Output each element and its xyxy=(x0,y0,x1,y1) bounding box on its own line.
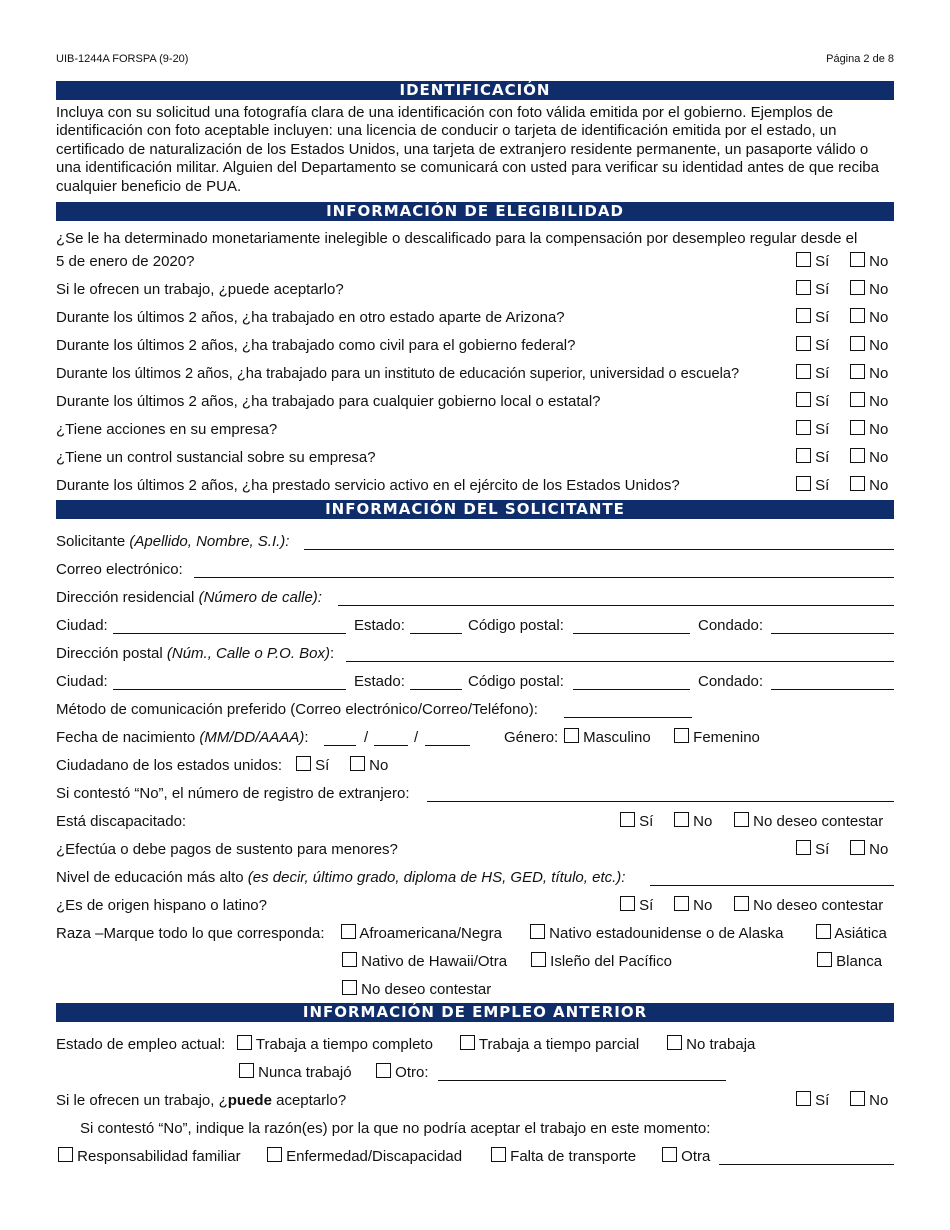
hispanic-no-checkbox[interactable] xyxy=(674,896,689,911)
citizen-row xyxy=(56,756,894,776)
hispanic-label: ¿Es de origen hispano o latino? xyxy=(56,897,267,914)
contact-method-field[interactable] xyxy=(564,717,692,718)
reason-option-label: Responsabilidad familiar xyxy=(77,1148,241,1165)
email-label: Correo electrónico: xyxy=(56,561,183,578)
race-option-label: Nativo estadounidense o de Alaska xyxy=(549,925,784,942)
race-option-label: Nativo de Hawaii/Otra xyxy=(361,953,508,970)
applicant-name-field[interactable] xyxy=(304,549,894,550)
race-option-label: Blanca xyxy=(836,953,883,970)
yes-label: Sí xyxy=(639,897,654,914)
question-text: Durante los últimos 2 años, ¿ha trabajado para cualquier gobierno local o estatal? xyxy=(56,393,601,410)
race-african-american-checkbox[interactable] xyxy=(341,924,356,939)
page-number: Página 2 de 8 xyxy=(826,53,894,65)
education-hint: (es decir, último grado, diploma de HS, GED, título, etc.): xyxy=(247,869,626,886)
no-checkbox[interactable] xyxy=(850,252,865,267)
residential-address-field[interactable] xyxy=(338,605,894,606)
job-offer-prefix: Si le ofrecen un trabajo, ¿ xyxy=(56,1092,228,1109)
yes-label: Sí xyxy=(815,477,830,494)
race-option-label: Asiática xyxy=(834,925,887,942)
disabled-decline-checkbox[interactable] xyxy=(734,812,749,827)
eligibility-question-row xyxy=(56,308,894,328)
yes-label: Sí xyxy=(815,421,830,438)
res-zip-field[interactable] xyxy=(573,633,690,634)
yes-checkbox[interactable] xyxy=(796,308,811,323)
yes-checkbox[interactable] xyxy=(796,392,811,407)
race-option-label: Afroamericana/Negra xyxy=(359,925,502,942)
alien-label: Si contestó “No”, el número de registro de extranjero: xyxy=(56,785,410,802)
reason-instruction-row xyxy=(56,1119,894,1139)
dob-month-field[interactable] xyxy=(324,745,356,746)
eligibility-question-row xyxy=(56,336,894,356)
reason-option-label: Falta de transporte xyxy=(510,1148,637,1165)
applicant-hint: (Apellido, Nombre, S.I.): xyxy=(129,533,290,550)
yes-checkbox[interactable] xyxy=(796,336,811,351)
res-address-label: Dirección residencial xyxy=(56,589,195,606)
hispanic-yes-checkbox[interactable] xyxy=(620,896,635,911)
reason-family-checkbox[interactable] xyxy=(58,1147,73,1162)
full-time-checkbox[interactable] xyxy=(237,1035,252,1050)
res-county-field[interactable] xyxy=(771,633,894,634)
disabled-yes-checkbox[interactable] xyxy=(620,812,635,827)
female-label: Femenino xyxy=(693,729,760,746)
section-header-solicitante: INFORMACIÓN DEL SOLICITANTE xyxy=(56,500,894,519)
gender-label: Género: xyxy=(504,729,559,746)
res-state-field[interactable] xyxy=(410,633,462,634)
yes-label: Sí xyxy=(815,393,830,410)
dob-slash: / xyxy=(414,729,419,746)
status-option-label: Trabaja a tiempo parcial xyxy=(478,1036,640,1053)
child-support-row xyxy=(56,840,894,860)
no-label: No xyxy=(693,813,713,830)
question-text: Durante los últimos 2 años, ¿ha prestado servicio activo en el ejército de los Estados Unidos? xyxy=(56,477,680,494)
part-time-checkbox[interactable] xyxy=(460,1035,475,1050)
not-working-checkbox[interactable] xyxy=(667,1035,682,1050)
yes-checkbox[interactable] xyxy=(796,420,811,435)
race-option-label: Isleño del Pacífico xyxy=(550,953,672,970)
decline-label: No deseo contestar xyxy=(753,813,884,830)
race-hawaiian-checkbox[interactable] xyxy=(342,952,357,967)
contact-method-label: Método de comunicación preferido (Correo electrónico/Correo/Teléfono): xyxy=(56,701,538,718)
race-asian-checkbox[interactable] xyxy=(816,924,831,939)
section-header-identificacion: IDENTIFICACIÓN xyxy=(56,81,894,100)
eligibility-question-0-line1 xyxy=(56,229,894,249)
disabled-label: Está discapacitado: xyxy=(56,813,187,830)
race-native-american-checkbox[interactable] xyxy=(530,924,545,939)
no-checkbox[interactable] xyxy=(850,420,865,435)
reason-other-field[interactable] xyxy=(719,1164,894,1165)
eligibility-question-row xyxy=(56,364,894,384)
race-row-3 xyxy=(56,980,894,1000)
no-label: No xyxy=(869,449,889,466)
mail-address-colon: : xyxy=(330,645,335,662)
no-label: No xyxy=(869,281,889,298)
alien-number-field[interactable] xyxy=(427,801,894,802)
section-header-elegibilidad: INFORMACIÓN DE ELEGIBILIDAD xyxy=(56,202,894,221)
zip-label: Código postal: xyxy=(468,673,564,690)
male-label: Masculino xyxy=(583,729,651,746)
status-option-label: Trabaja a tiempo completo xyxy=(255,1036,433,1053)
other-status-field[interactable] xyxy=(438,1080,726,1081)
race-option-label: No deseo contestar xyxy=(361,981,492,998)
race-pacific-islander-checkbox[interactable] xyxy=(531,952,546,967)
eligibility-question-row xyxy=(56,420,894,440)
no-label: No xyxy=(869,421,889,438)
reason-option-label: Otra xyxy=(681,1148,711,1165)
child-support-label: ¿Efectúa o debe pagos de sustento para menores? xyxy=(56,841,398,858)
mail-state-field[interactable] xyxy=(410,689,462,690)
yes-label: Sí xyxy=(815,309,830,326)
question-text: Durante los últimos 2 años, ¿ha trabajado para un instituto de educación superior, universidad o escuela? xyxy=(56,366,740,382)
hispanic-row xyxy=(56,896,894,916)
zip-label: Código postal: xyxy=(468,617,564,634)
no-label: No xyxy=(869,253,889,270)
no-checkbox[interactable] xyxy=(850,392,865,407)
education-label: Nivel de educación más alto xyxy=(56,869,244,886)
mail-address-label: Dirección postal xyxy=(56,645,163,662)
yes-checkbox[interactable] xyxy=(796,280,811,295)
no-label: No xyxy=(369,757,389,774)
question-text: 5 de enero de 2020? xyxy=(56,253,195,270)
yes-label: Sí xyxy=(315,757,330,774)
county-label: Condado: xyxy=(698,617,764,634)
status-option-label: Otro: xyxy=(395,1064,429,1081)
no-checkbox[interactable] xyxy=(850,308,865,323)
child-support-no-checkbox[interactable] xyxy=(850,840,865,855)
race-decline-checkbox[interactable] xyxy=(342,980,357,995)
employment-status-row-1 xyxy=(56,1035,894,1055)
race-row-2 xyxy=(56,952,894,972)
identification-instructions: Incluya con su solicitud una fotografía clara de una identificación con foto válida emitida por el gobierno. Ejemplos de identificación con foto aceptable incluyen: una licencia de conducir o tarjeta de identificación emitida por el estado, un certificado de naturalización de los Estados Unidos, una tarjeta de extranjero residente permanente, un pasaporte válido o una identificación militar. Alguien del Departamento se comunicará con usted para verificar su identidad antes de que reciba cualquier beneficio de PUA. xyxy=(56,104,879,195)
eligibility-question-row xyxy=(56,252,894,272)
citizen-label: Ciudadano de los estados unidos: xyxy=(56,757,282,774)
dob-colon: : xyxy=(304,729,309,746)
mailing-address-field[interactable] xyxy=(346,661,894,662)
child-support-yes-checkbox[interactable] xyxy=(796,840,811,855)
mail-zip-field[interactable] xyxy=(573,689,690,690)
city-label: Ciudad: xyxy=(56,673,108,690)
state-label: Estado: xyxy=(354,617,405,634)
state-label: Estado: xyxy=(354,673,405,690)
question-text: Si le ofrecen un trabajo, ¿puede aceptarlo? xyxy=(56,281,344,298)
citizen-no-checkbox[interactable] xyxy=(350,756,365,771)
res-address-hint: (Número de calle): xyxy=(198,589,322,606)
mail-county-field[interactable] xyxy=(771,689,894,690)
eligibility-question-row xyxy=(56,476,894,496)
citizen-yes-checkbox[interactable] xyxy=(296,756,311,771)
yes-checkbox[interactable] xyxy=(796,448,811,463)
eligibility-question-row xyxy=(56,280,894,300)
reason-illness-checkbox[interactable] xyxy=(267,1147,282,1162)
no-checkbox[interactable] xyxy=(850,280,865,295)
no-label: No xyxy=(693,897,713,914)
education-field[interactable] xyxy=(650,885,894,886)
dob-hint: (MM/DD/AAAA) xyxy=(199,729,305,746)
email-field[interactable] xyxy=(194,577,894,578)
no-label: No xyxy=(869,365,889,382)
status-option-label: No trabaja xyxy=(686,1036,756,1053)
yes-label: Sí xyxy=(815,841,830,858)
dob-gender-row xyxy=(56,728,894,748)
job-offer-no-checkbox[interactable] xyxy=(850,1091,865,1106)
no-label: No xyxy=(869,477,889,494)
disabled-row xyxy=(56,812,894,832)
yes-checkbox[interactable] xyxy=(796,364,811,379)
form-id: UIB-1244A FORSPA (9-20) xyxy=(56,53,189,65)
applicant-label: Solicitante xyxy=(56,533,126,550)
job-offer-bold: puede xyxy=(227,1092,272,1109)
female-checkbox[interactable] xyxy=(674,728,689,743)
job-offer-suffix: aceptarlo? xyxy=(271,1092,347,1109)
reason-label: Si contestó “No”, indique la razón(es) por la que no podría aceptar el trabajo en este momento: xyxy=(80,1120,711,1137)
county-label: Condado: xyxy=(698,673,764,690)
employment-status-label: Estado de empleo actual: xyxy=(56,1036,226,1053)
yes-checkbox[interactable] xyxy=(796,476,811,491)
other-status-checkbox[interactable] xyxy=(376,1063,391,1078)
yes-label: Sí xyxy=(639,813,654,830)
no-label: No xyxy=(869,393,889,410)
decline-label: No deseo contestar xyxy=(753,897,884,914)
hispanic-decline-checkbox[interactable] xyxy=(734,896,749,911)
question-text: ¿Tiene un control sustancial sobre su empresa? xyxy=(56,449,376,466)
no-label: No xyxy=(869,309,889,326)
race-row-1 xyxy=(56,924,894,944)
job-offer-label xyxy=(56,1092,346,1109)
job-offer-yes-checkbox[interactable] xyxy=(796,1091,811,1106)
contact-method-row xyxy=(56,700,894,720)
status-option-label: Nunca trabajó xyxy=(258,1064,352,1081)
no-checkbox[interactable] xyxy=(850,364,865,379)
question-text: Durante los últimos 2 años, ¿ha trabajado en otro estado aparte de Arizona? xyxy=(56,309,565,326)
question-text: Durante los últimos 2 años, ¿ha trabajado como civil para el gobierno federal? xyxy=(56,337,576,354)
disabled-no-checkbox[interactable] xyxy=(674,812,689,827)
reason-option-label: Enfermedad/Discapacidad xyxy=(286,1148,463,1165)
eligibility-question-row xyxy=(56,448,894,468)
no-label: No xyxy=(869,1092,889,1109)
dob-label: Fecha de nacimiento xyxy=(56,729,196,746)
male-checkbox[interactable] xyxy=(564,728,579,743)
dob-year-field[interactable] xyxy=(425,745,470,746)
never-worked-checkbox[interactable] xyxy=(239,1063,254,1078)
yes-label: Sí xyxy=(815,281,830,298)
no-label: No xyxy=(869,841,889,858)
section-header-empleo: INFORMACIÓN DE EMPLEO ANTERIOR xyxy=(56,1003,894,1022)
yes-label: Sí xyxy=(815,337,830,354)
res-city-field[interactable] xyxy=(113,633,346,634)
yes-label: Sí xyxy=(815,449,830,466)
mail-city-field[interactable] xyxy=(113,689,346,690)
mail-address-hint: (Núm., Calle o P.O. Box) xyxy=(166,645,331,662)
eligibility-question-row xyxy=(56,392,894,412)
yes-label: Sí xyxy=(815,1092,830,1109)
yes-checkbox[interactable] xyxy=(796,252,811,267)
race-label: Raza –Marque todo lo que corresponda: xyxy=(56,925,325,942)
question-text: ¿Se le ha determinado monetariamente inelegible o descalificado para la compensación por desempleo regular desde el xyxy=(56,230,858,247)
yes-label: Sí xyxy=(815,253,830,270)
reason-other-checkbox[interactable] xyxy=(662,1147,677,1162)
no-checkbox[interactable] xyxy=(850,448,865,463)
job-offer-row xyxy=(56,1091,894,1111)
race-white-checkbox[interactable] xyxy=(817,952,832,967)
city-label: Ciudad: xyxy=(56,617,108,634)
dob-day-field[interactable] xyxy=(374,745,408,746)
no-checkbox[interactable] xyxy=(850,336,865,351)
question-text: ¿Tiene acciones en su empresa? xyxy=(56,421,278,438)
reason-transport-checkbox[interactable] xyxy=(491,1147,506,1162)
yes-label: Sí xyxy=(815,365,830,382)
no-checkbox[interactable] xyxy=(850,476,865,491)
no-label: No xyxy=(869,337,889,354)
dob-slash: / xyxy=(364,729,369,746)
